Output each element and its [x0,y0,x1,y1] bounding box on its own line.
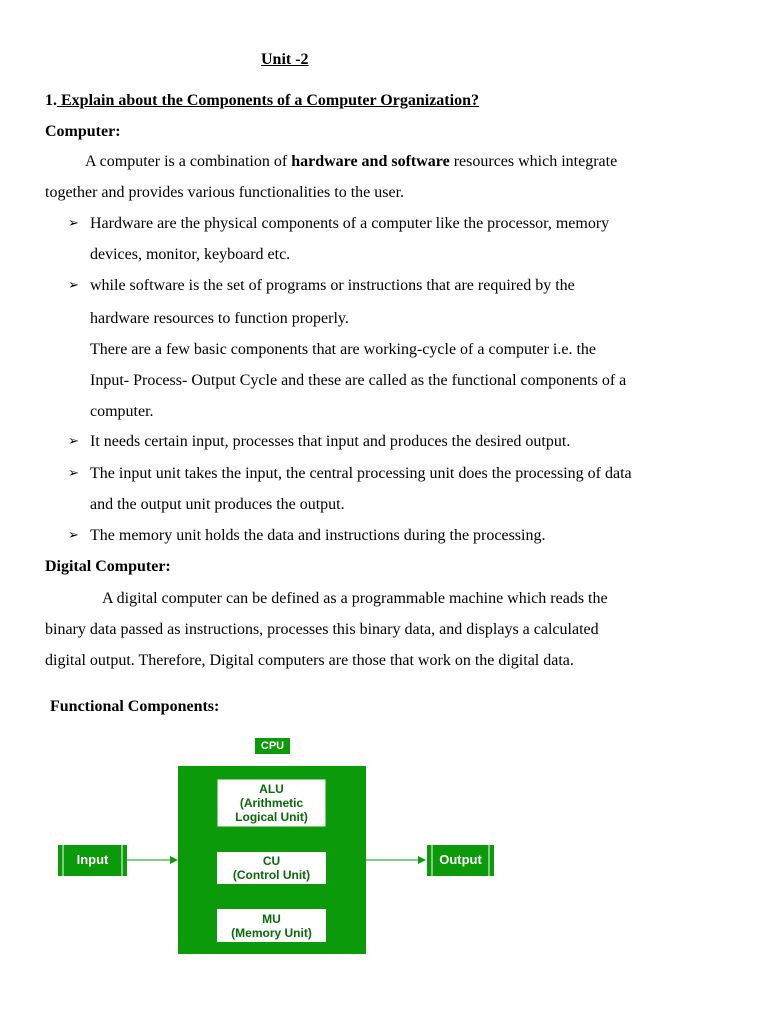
alu-label [217,782,326,824]
bullet-5-line-1: The memory unit holds the data and instructions during the processing. [90,527,546,544]
bullet-4-line-2: and the output unit produces the output. [90,496,345,513]
functional-components-label: Functional Components: [50,698,220,715]
input-label: Input [76,852,109,867]
bullet-3-line-1: It needs certain input, processes that input and produces the desired output. [90,433,571,450]
bullet-arrow-icon: ➢ [68,434,79,449]
computer-p1-post: resources which integrate [449,153,618,170]
bullet-2-line-2: hardware resources to function properly. [90,310,349,327]
bullet-1-line-2: devices, monitor, keyboard etc. [90,246,291,263]
bullet-1-line-1: Hardware are the physical components of a computer like the processor, memory [90,215,610,232]
bullet-arrow-icon: ➢ [68,528,79,543]
mu-line-2: (Memory Unit) [231,926,312,940]
computer-p1-bold: hardware and software [291,153,450,170]
digital-paragraph-line-1: A digital computer can be defined as a programmable machine which reads the [102,590,608,607]
digital-computer-label: Digital Computer: [45,558,171,575]
computer-section-label: Computer: [45,123,121,140]
cu-line-1: CU [262,854,281,868]
bullet-2-line-1: while software is the set of programs or instructions that are required by the [90,277,575,294]
digital-paragraph-line-2: binary data passed as instructions, processes this binary data, and displays a calculated [45,621,599,638]
bullet-arrow-icon: ➢ [68,216,79,231]
page-title: Unit -2 [261,51,309,68]
cpu-label: CPU [260,740,285,752]
cu-label [217,854,326,882]
components-paragraph-line-2: Input- Process- Output Cycle and these are called as the functional components of a [90,372,627,389]
computer-paragraph-line-2: together and provides various functionalities to the user. [45,184,405,201]
components-paragraph-line-3: computer. [90,403,154,420]
bullet-arrow-icon: ➢ [68,278,79,293]
question-number: 1. [45,92,57,109]
alu-line-3: Logical Unit) [235,810,308,824]
mu-line-1: MU [262,912,281,926]
alu-line-2: (Arithmetic [239,796,304,810]
computer-p1-pre: A computer is a combination of [85,153,292,170]
question-text: Explain about the Components of a Computer Organization? [57,92,479,109]
bullet-4-line-1: The input unit takes the input, the central processing unit does the processing of data [90,465,632,482]
mu-label [217,912,326,940]
components-paragraph-line-1: There are a few basic components that are working-cycle of a computer i.e. the [90,341,596,358]
bullet-arrow-icon: ➢ [68,466,79,481]
output-label: Output [439,852,482,867]
digital-paragraph-line-3: digital output. Therefore, Digital computers are those that work on the digital data. [45,652,574,669]
alu-line-1: ALU [259,782,284,796]
cu-line-2: (Control Unit) [232,868,311,882]
